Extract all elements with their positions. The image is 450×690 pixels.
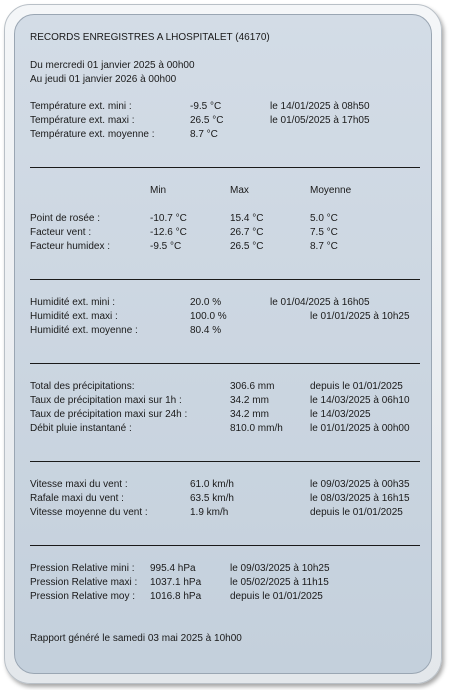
divider [30,279,420,280]
pressure-mini-label: Pression Relative mini : [30,563,135,574]
temp-maxi-date: le 01/05/2025 à 17h05 [270,115,370,126]
pressure-mini-date: le 09/03/2025 à 10h25 [230,563,330,574]
dewpoint-max: 15.4 °C [230,213,264,224]
col-header-max: Max [230,185,249,196]
hum-mini-date: le 01/04/2025 à 16h05 [270,297,370,308]
pressure-maxi-label: Pression Relative maxi : [30,577,138,588]
windchill-max: 26.7 °C [230,227,264,238]
rain-rate-24h-date: le 14/03/2025 [310,409,371,420]
report-title: RECORDS ENREGISTRES A LHOSPITALET (46170) [30,32,270,43]
temp-maxi-label: Température ext. maxi : [30,115,135,126]
windchill-min: -12.6 °C [150,227,187,238]
hum-maxi-value: 100.0 % [190,311,227,322]
divider [30,363,420,364]
divider [30,167,420,168]
pressure-mini-value: 995.4 hPa [150,563,196,574]
wind-avg-value: 1.9 km/h [190,507,229,518]
wind-max-date: le 09/03/2025 à 00h35 [310,479,410,490]
windchill-label: Facteur vent : [30,227,92,238]
wind-max-value: 61.0 km/h [190,479,234,490]
humidex-min: -9.5 °C [150,241,182,252]
temp-mini-date: le 14/01/2025 à 08h50 [270,101,370,112]
temp-avg-value: 8.7 °C [190,129,218,140]
col-header-min: Min [150,185,167,196]
col-header-avg: Moyenne [310,185,352,196]
hum-avg-value: 80.4 % [190,325,222,336]
humidex-label: Facteur humidex : [30,241,111,252]
report-footer: Rapport généré le samedi 03 mai 2025 à 10h00 [30,633,242,644]
report-panel [14,14,432,674]
rain-instant-date: le 01/01/2025 à 00h00 [310,423,410,434]
pressure-avg-date: depuis le 01/01/2025 [230,591,323,602]
rain-rate-1h-date: le 14/03/2025 à 06h10 [310,395,410,406]
rain-rate-1h-label: Taux de précipitation maxi sur 1h : [30,395,182,406]
gust-max-date: le 08/03/2025 à 16h15 [310,493,410,504]
hum-maxi-label: Humidité ext. maxi : [30,311,118,322]
temp-mini-value: -9.5 °C [190,101,222,112]
rain-rate-24h-label: Taux de précipitation maxi sur 24h : [30,409,188,420]
pressure-avg-label: Pression Relative moy : [30,591,136,602]
gust-max-label: Rafale maxi du vent : [30,493,124,504]
dewpoint-label: Point de rosée : [30,213,101,224]
rain-total-value: 306.6 mm [230,381,275,392]
humidex-avg: 8.7 °C [310,241,338,252]
rain-total-date: depuis le 01/01/2025 [310,381,403,392]
pressure-maxi-date: le 05/02/2025 à 11h15 [230,577,329,588]
hum-avg-label: Humidité ext. moyenne : [30,325,138,336]
dewpoint-min: -10.7 °C [150,213,187,224]
rain-instant-value: 810.0 mm/h [230,423,283,434]
period-from: Du mercredi 01 janvier 2025 à 00h00 [30,60,195,71]
dewpoint-avg: 5.0 °C [310,213,338,224]
rain-rate-24h-value: 34.2 mm [230,409,269,420]
pressure-avg-value: 1016.8 hPa [150,591,202,602]
wind-avg-date: depuis le 01/01/2025 [310,507,403,518]
divider [30,461,420,462]
temp-maxi-value: 26.5 °C [190,115,224,126]
hum-maxi-date: le 01/01/2025 à 10h25 [310,311,410,322]
gust-max-value: 63.5 km/h [190,493,234,504]
rain-rate-1h-value: 34.2 mm [230,395,269,406]
divider [30,545,420,546]
windchill-avg: 7.5 °C [310,227,338,238]
wind-avg-label: Vitesse moyenne du vent : [30,507,148,518]
humidex-max: 26.5 °C [230,241,264,252]
temp-mini-label: Température ext. mini : [30,101,132,112]
temp-avg-label: Température ext. moyenne : [30,129,155,140]
rain-total-label: Total des précipitations: [30,381,135,392]
hum-mini-value: 20.0 % [190,297,222,308]
hum-mini-label: Humidité ext. mini : [30,297,116,308]
pressure-maxi-value: 1037.1 hPa [150,577,202,588]
wind-max-label: Vitesse maxi du vent : [30,479,128,490]
period-to: Au jeudi 01 janvier 2026 à 00h00 [30,74,177,85]
rain-instant-label: Débit pluie instantané : [30,423,132,434]
